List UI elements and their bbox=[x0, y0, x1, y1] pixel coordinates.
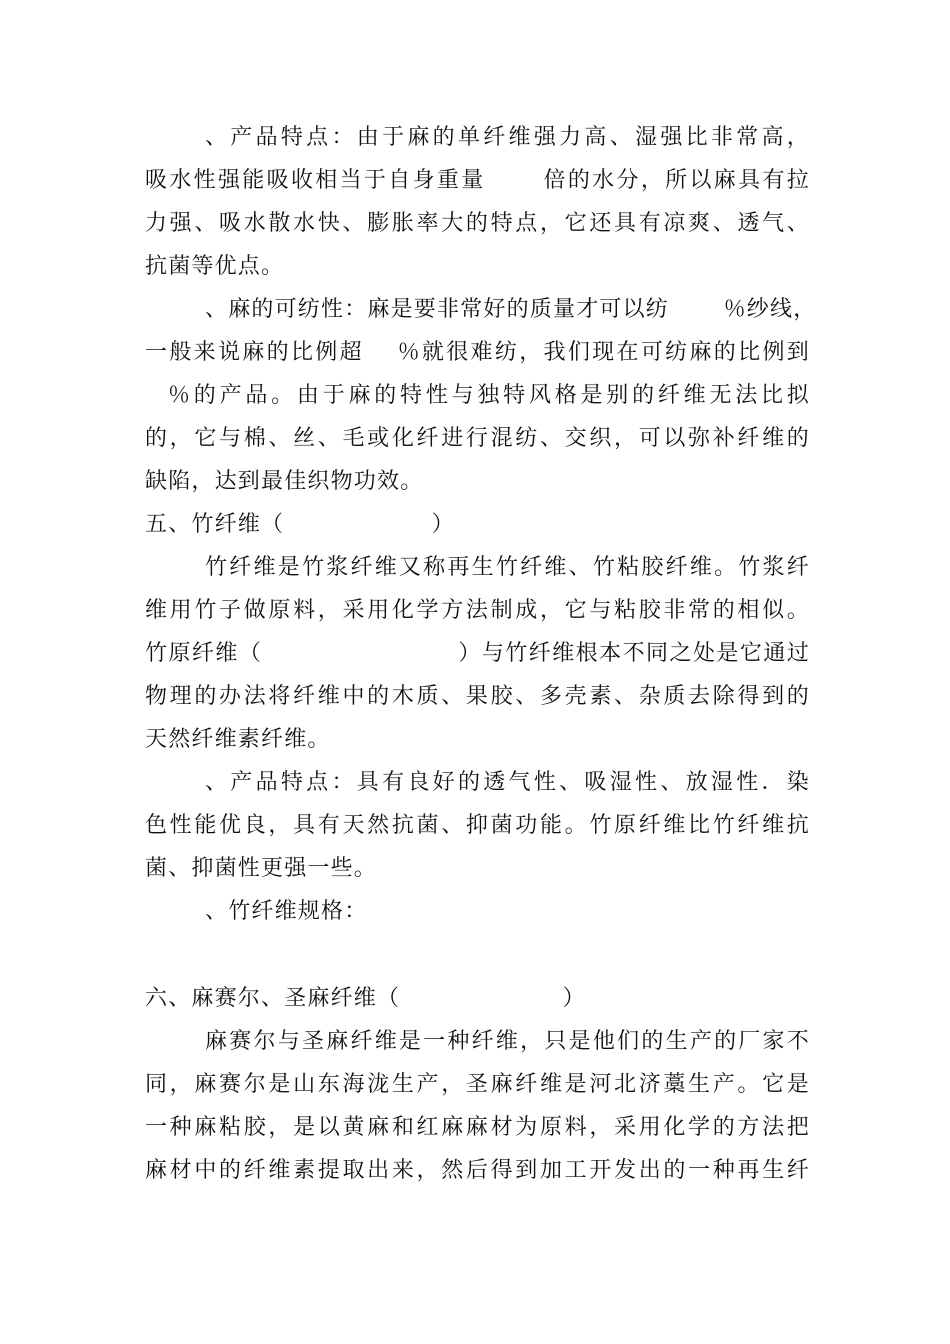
text-line: 力强、吸水散水快、膨胀率大的特点，它还具有凉爽、透气、 bbox=[145, 211, 810, 236]
text-line: 天然纤维素纤维。 bbox=[145, 727, 331, 752]
text-line: 麻赛尔与圣麻纤维是一种纤维，只是他们的生产的厂家不 bbox=[205, 1029, 810, 1054]
text-line: 一种麻粘胶，是以黄麻和红麻麻材为原料，采用化学的方法把 bbox=[145, 1115, 810, 1140]
text-line: 的，它与棉、丝、毛或化纤进行混纺、交织，可以弥补纤维的 bbox=[145, 426, 810, 451]
section-heading: 五、竹纤维（ ） bbox=[145, 512, 455, 537]
text-line: 抗菌等优点。 bbox=[145, 254, 285, 279]
text-line: 色性能优良，具有天然抗菌、抑菌功能。竹原纤维比竹纤维抗 bbox=[145, 813, 810, 838]
section-heading: 六、麻赛尔、圣麻纤维（ ） bbox=[145, 986, 586, 1011]
text-line: 菌、抑菌性更强一些。 bbox=[145, 856, 378, 881]
text-line: 、竹纤维规格： bbox=[205, 899, 368, 924]
text-line: 同，麻赛尔是山东海泷生产，圣麻纤维是河北济藁生产。它是 bbox=[145, 1072, 810, 1097]
text-line: 物理的办法将纤维中的木质、果胶、多壳素、杂质去除得到的 bbox=[145, 684, 810, 709]
text-line: 缺陷，达到最佳织物功效。 bbox=[145, 469, 424, 494]
text-line: 、麻的可纺性：麻是要非常好的质量才可以纺 ％纱线， bbox=[205, 297, 817, 322]
text-line: ％的产品。由于麻的特性与独特风格是别的纤维无法比拟 bbox=[168, 383, 810, 408]
text-line: 麻材中的纤维素提取出来，然后得到加工开发出的一种再生纤 bbox=[145, 1158, 810, 1183]
text-line: 、产品特点：具有良好的透气性、吸湿性、放湿性．染 bbox=[205, 770, 810, 795]
text-line: 吸水性强能吸收相当于自身重量 倍的水分，所以麻具有拉 bbox=[145, 168, 810, 193]
text-line: 竹纤维是竹浆纤维又称再生竹纤维、竹粘胶纤维。竹浆纤 bbox=[205, 555, 810, 580]
text-line: 一般来说麻的比例超 ％就很难纺，我们现在可纺麻的比例到 bbox=[145, 340, 810, 365]
text-line: 维用竹子做原料，采用化学方法制成，它与粘胶非常的相似。 bbox=[145, 598, 810, 623]
text-line: 竹原纤维（ ）与竹纤维根本不同之处是它通过 bbox=[145, 641, 810, 666]
text-line: 、产品特点：由于麻的单纤维强力高、湿强比非常高， bbox=[205, 125, 810, 150]
